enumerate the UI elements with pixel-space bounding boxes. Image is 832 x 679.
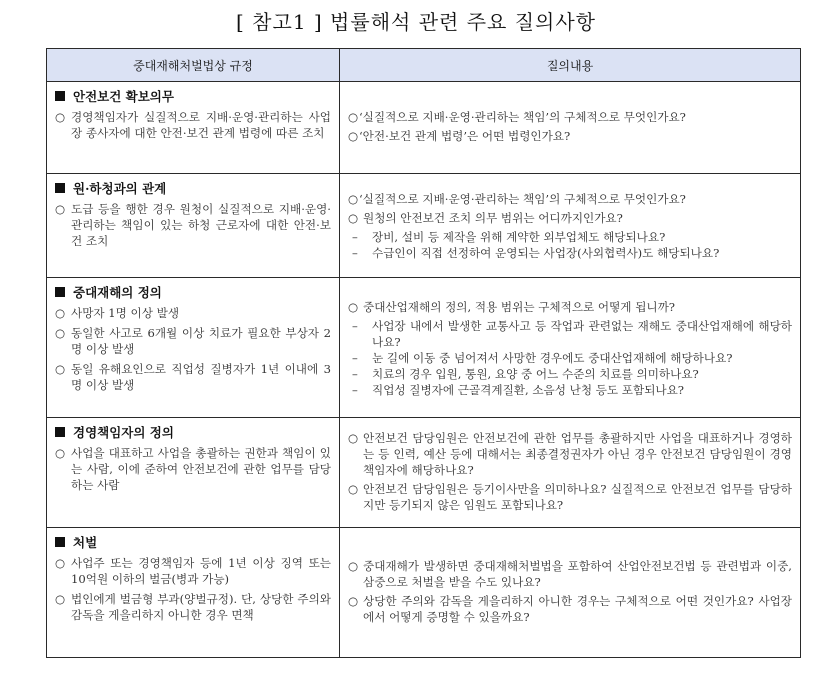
- question-text: 눈 길에 이동 중 넘어져서 사망한 경우에도 중대산업재해에 해당하나요?: [372, 350, 733, 365]
- dash-icon: –: [352, 246, 358, 260]
- question-text: 중대재해가 발생하면 중대재해처벌법을 포함하여 산업안전보건법 등 관련법과 이중, 삼중으로 처벌을 받을 수도 있나요?: [363, 559, 792, 589]
- filled-square-icon: [55, 537, 65, 547]
- sub-question: [348, 229, 792, 245]
- provision-text: 사업주 또는 경영책임자 등에 1년 이상 징역 또는 10억원 이하의 벌금(병과 가능): [71, 556, 331, 586]
- circle-bullet-icon: ○: [55, 326, 66, 340]
- provision-item: [55, 325, 331, 357]
- section-heading: [55, 87, 331, 105]
- circle-bullet-icon: ○: [55, 202, 66, 216]
- table-row: [47, 278, 801, 418]
- dash-icon: –: [352, 318, 358, 333]
- question: [348, 430, 792, 478]
- question-text: 사업장 내에서 발생한 교통사고 등 작업과 관련없는 재해도 중대산업재해에 해당하나요?: [372, 318, 792, 349]
- provision-cell: [47, 82, 340, 174]
- question: [348, 210, 792, 226]
- inquiry-cell: [340, 528, 801, 658]
- section-title: 중대재해의 정의: [73, 285, 162, 300]
- question-text: 장비, 설비 등 제작을 위해 계약한 외부업체도 해당되나요?: [372, 230, 666, 244]
- sub-question: [348, 318, 792, 350]
- sub-question: [348, 350, 792, 366]
- section-title: 경영책임자의 정의: [73, 425, 174, 440]
- question-text: ‘실질적으로 지배·운영·관리하는 책임’의 구체적으로 무엇인가요?: [359, 192, 686, 206]
- inquiry-cell: [340, 278, 801, 418]
- provision-item: [55, 109, 331, 141]
- circle-bullet-icon: ○: [348, 110, 359, 124]
- circle-bullet-icon: ○: [55, 306, 66, 320]
- circle-bullet-icon: ○: [55, 592, 66, 606]
- provision-item: [55, 201, 331, 249]
- circle-bullet-icon: ○: [348, 129, 359, 143]
- question-text: 원청의 안전보건 조치 의무 범위는 어디까지인가요?: [363, 211, 623, 225]
- filled-square-icon: [55, 287, 65, 297]
- dash-icon: –: [352, 382, 358, 397]
- question-text: 치료의 경우 입원, 통원, 요양 중 어느 수준의 치료를 의미하나요?: [372, 366, 699, 381]
- inquiry-cell: [340, 418, 801, 528]
- provision-text: 도급 등을 행한 경우 원청이 실질적으로 지배·운영·관리하는 책임이 있는 하청 근로자에 대한 안전·보건 조치: [71, 202, 331, 248]
- provision-item: [55, 591, 331, 623]
- question-text: ‘실질적으로 지배·운영·관리하는 책임’의 구체적으로 무엇인가요?: [359, 110, 686, 124]
- legal-inquiry-table: [46, 48, 801, 658]
- question-text: 안전보건 담당임원은 안전보건에 관한 업무를 총괄하지만 사업을 대표하거나 경영하는 등 인력, 예산 등에 대해서는 최종결정권자가 아닌 경우 안전보건 담당임원이 경영책임자에 해당하나요?: [363, 431, 792, 477]
- question: [348, 593, 792, 625]
- provision-text: 사망자 1명 이상 발생: [71, 306, 180, 320]
- section-heading: [55, 179, 331, 197]
- filled-square-icon: [55, 427, 65, 437]
- circle-bullet-icon: ○: [348, 192, 359, 206]
- question: [348, 481, 792, 513]
- provision-text: 법인에게 벌금형 부과(양벌규정). 단, 상당한 주의와 감독을 게을리하지 아니한 경우 면책: [71, 592, 331, 622]
- sub-question: [348, 245, 792, 261]
- filled-square-icon: [55, 91, 65, 101]
- table-row: [47, 528, 801, 658]
- provision-item: [55, 555, 331, 587]
- circle-bullet-icon: ○: [348, 559, 359, 573]
- provision-cell: [47, 278, 340, 418]
- table-header-row: [47, 49, 801, 82]
- circle-bullet-icon: ○: [348, 299, 359, 314]
- circle-bullet-icon: ○: [55, 446, 66, 460]
- provision-cell: [47, 174, 340, 278]
- section-title: 처벌: [73, 535, 98, 550]
- provision-item: [55, 361, 331, 393]
- question-text: ‘안전·보건 관계 법령’은 어떤 법령인가요?: [359, 129, 571, 143]
- question-text: 직업성 질병자에 근골격계질환, 소음성 난청 등도 포함되나요?: [372, 382, 685, 397]
- dash-icon: –: [352, 350, 358, 365]
- sub-question: [348, 382, 792, 398]
- section-title: 안전보건 확보의무: [73, 89, 174, 104]
- provision-cell: [47, 418, 340, 528]
- circle-bullet-icon: ○: [348, 482, 359, 496]
- circle-bullet-icon: ○: [55, 556, 66, 570]
- provision-item: [55, 445, 331, 493]
- question-text: 상당한 주의와 감독을 게을리하지 아니한 경우는 구체적으로 어떤 것인가요? 사업장에서 어떻게 증명할 수 있을까요?: [363, 594, 792, 624]
- section-heading: [55, 533, 331, 551]
- sub-question: [348, 366, 792, 382]
- section-heading: [55, 283, 331, 301]
- dash-icon: –: [352, 366, 358, 381]
- inquiry-cell: [340, 174, 801, 278]
- circle-bullet-icon: ○: [348, 211, 359, 225]
- page-title: [ 참고1 ] 법률해석 관련 주요 질의사항: [236, 10, 596, 34]
- table-row: [47, 174, 801, 278]
- question-text: 중대산업재해의 정의, 적용 범위는 구체적으로 어떻게 됩니까?: [363, 299, 676, 314]
- table-row: [47, 82, 801, 174]
- column-header-provision: 중대재해처벌법상 규정: [47, 49, 340, 82]
- question: [348, 109, 792, 125]
- column-header-inquiry: 질의내용: [340, 49, 801, 82]
- provision-text: 동일한 사고로 6개월 이상 치료가 필요한 부상자 2명 이상 발생: [71, 326, 331, 356]
- circle-bullet-icon: ○: [348, 431, 359, 445]
- section-title: 원·하청과의 관계: [73, 181, 167, 196]
- provision-text: 동일 유해요인으로 직업성 질병자가 1년 이내에 3명 이상 발생: [71, 362, 331, 392]
- provision-text: 사업을 대표하고 사업을 총괄하는 권한과 책임이 있는 사람, 이에 준하여 안전보건에 관한 업무를 담당하는 사람: [71, 446, 331, 492]
- table-row: [47, 418, 801, 528]
- circle-bullet-icon: ○: [348, 594, 359, 608]
- section-heading: [55, 423, 331, 441]
- provision-cell: [47, 528, 340, 658]
- question: [348, 191, 792, 207]
- inquiry-cell: [340, 82, 801, 174]
- question: [348, 558, 792, 590]
- provision-item: [55, 305, 331, 321]
- provision-text: 경영책임자가 실질적으로 지배·운영·관리하는 사업장 종사자에 대한 안전·보건 관계 법령에 따른 조치: [71, 110, 331, 140]
- question-text: 안전보건 담당임원은 등기이사만을 의미하나요? 실질적으로 안전보건 업무를 담당하지만 등기되지 않은 임원도 포함되나요?: [363, 482, 793, 512]
- question-text: 수급인이 직접 선정하여 운영되는 사업장(사외협력사)도 해당되나요?: [372, 246, 720, 260]
- dash-icon: –: [352, 230, 358, 244]
- circle-bullet-icon: ○: [55, 110, 66, 124]
- question: [348, 299, 792, 315]
- question: [348, 128, 792, 144]
- filled-square-icon: [55, 183, 65, 193]
- circle-bullet-icon: ○: [55, 362, 66, 376]
